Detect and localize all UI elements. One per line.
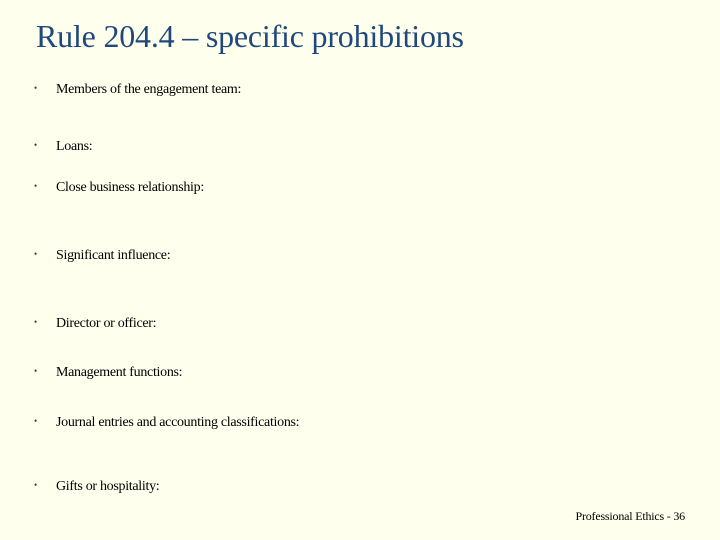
- bullet-item-members-of-engagement-team: [34, 80, 241, 98]
- bullet-icon: •: [34, 83, 38, 93]
- bullet-text: Close business relationship:: [56, 180, 204, 195]
- bullet-item-close-business-relationship: [34, 178, 204, 196]
- bullet-text: Loans:: [56, 139, 93, 154]
- bullet-item-gifts-or-hospitality: [34, 477, 159, 495]
- bullet-text: Members of the engagement team:: [56, 82, 242, 97]
- slide-title: Rule 204.4 – specific prohibitions: [36, 18, 464, 54]
- bullet-icon: •: [34, 181, 38, 191]
- bullet-item-director-or-officer: [34, 314, 156, 332]
- bullet-text: Journal entries and accounting classifications:: [56, 415, 300, 430]
- bullet-text: Management functions:: [56, 365, 183, 380]
- bullet-icon: •: [34, 480, 38, 490]
- bullet-text: Significant influence:: [56, 248, 171, 263]
- slide-footer-page-label: Professional Ethics - 36: [575, 509, 685, 523]
- bullet-text: Director or officer:: [56, 316, 157, 331]
- bullet-item-journal-entries: [34, 413, 299, 431]
- bullet-item-management-functions: [34, 363, 182, 381]
- bullet-icon: •: [34, 249, 38, 259]
- bullet-item-loans: [34, 137, 92, 155]
- bullet-icon: •: [34, 317, 38, 327]
- bullet-text: Gifts or hospitality:: [56, 479, 160, 494]
- bullet-icon: •: [34, 416, 38, 426]
- bullet-icon: •: [34, 366, 38, 376]
- bullet-icon: •: [34, 140, 38, 150]
- bullet-item-significant-influence: [34, 246, 170, 264]
